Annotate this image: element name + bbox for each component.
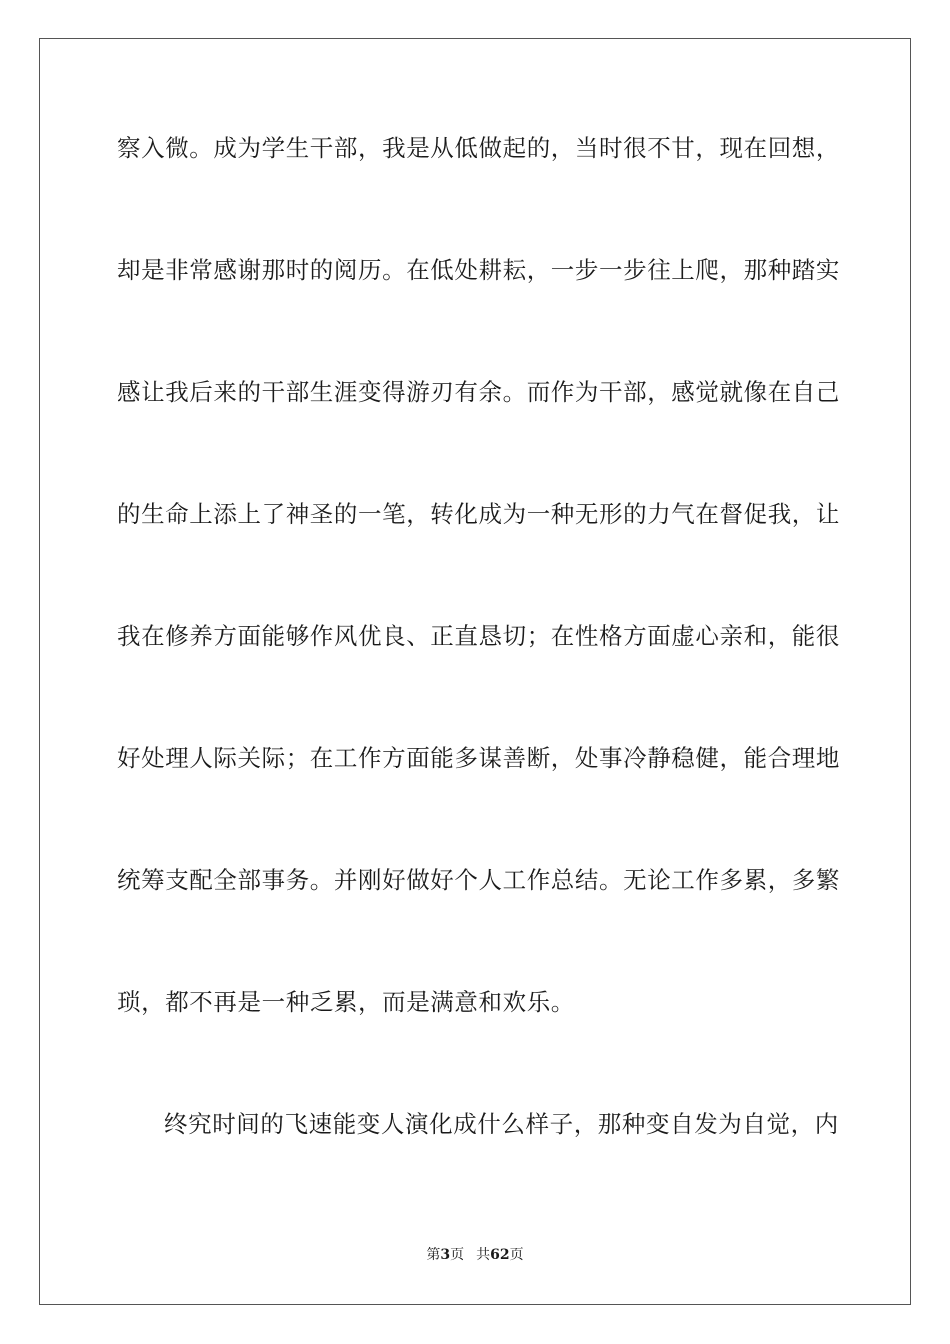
text-line: 却是非常感谢那时的阅历。在低处耕耘，一步一步往上爬，那种踏实: [117, 256, 840, 284]
page-number: 3: [440, 1247, 451, 1263]
text-line: 察入微。成为学生干部，我是从低做起的，当时很不甘，现在回想，: [117, 134, 840, 162]
total-suffix: 页: [509, 1247, 524, 1263]
page-footer: [0, 1245, 950, 1265]
document-body: [117, 128, 840, 1226]
text-line: 统筹支配全部事务。并刚好做好个人工作总结。无论工作多累，多繁: [117, 866, 840, 894]
text-line: 好处理人际关际；在工作方面能多谋善断，处事冷静稳健，能合理地: [117, 744, 840, 772]
total-pages: 62: [490, 1247, 510, 1263]
text-line-paragraph-start: 终究时间的飞速能变人演化成什么样子，那种变自发为自觉，内: [164, 1110, 839, 1138]
text-line: 的生命上添上了神圣的一笔，转化成为一种无形的力气在督促我，让: [117, 500, 840, 528]
total-prefix: 共: [476, 1247, 491, 1263]
page-suffix: 页: [450, 1247, 465, 1263]
text-line: 我在修养方面能够作风优良、正直恳切；在性格方面虚心亲和，能很: [117, 622, 840, 650]
text-line: 感让我后来的干部生涯变得游刃有余。而作为干部，感觉就像在自己: [117, 378, 840, 406]
page-prefix: 第: [426, 1247, 441, 1263]
text-line: 琐，都不再是一种乏累，而是满意和欢乐。: [117, 988, 575, 1016]
